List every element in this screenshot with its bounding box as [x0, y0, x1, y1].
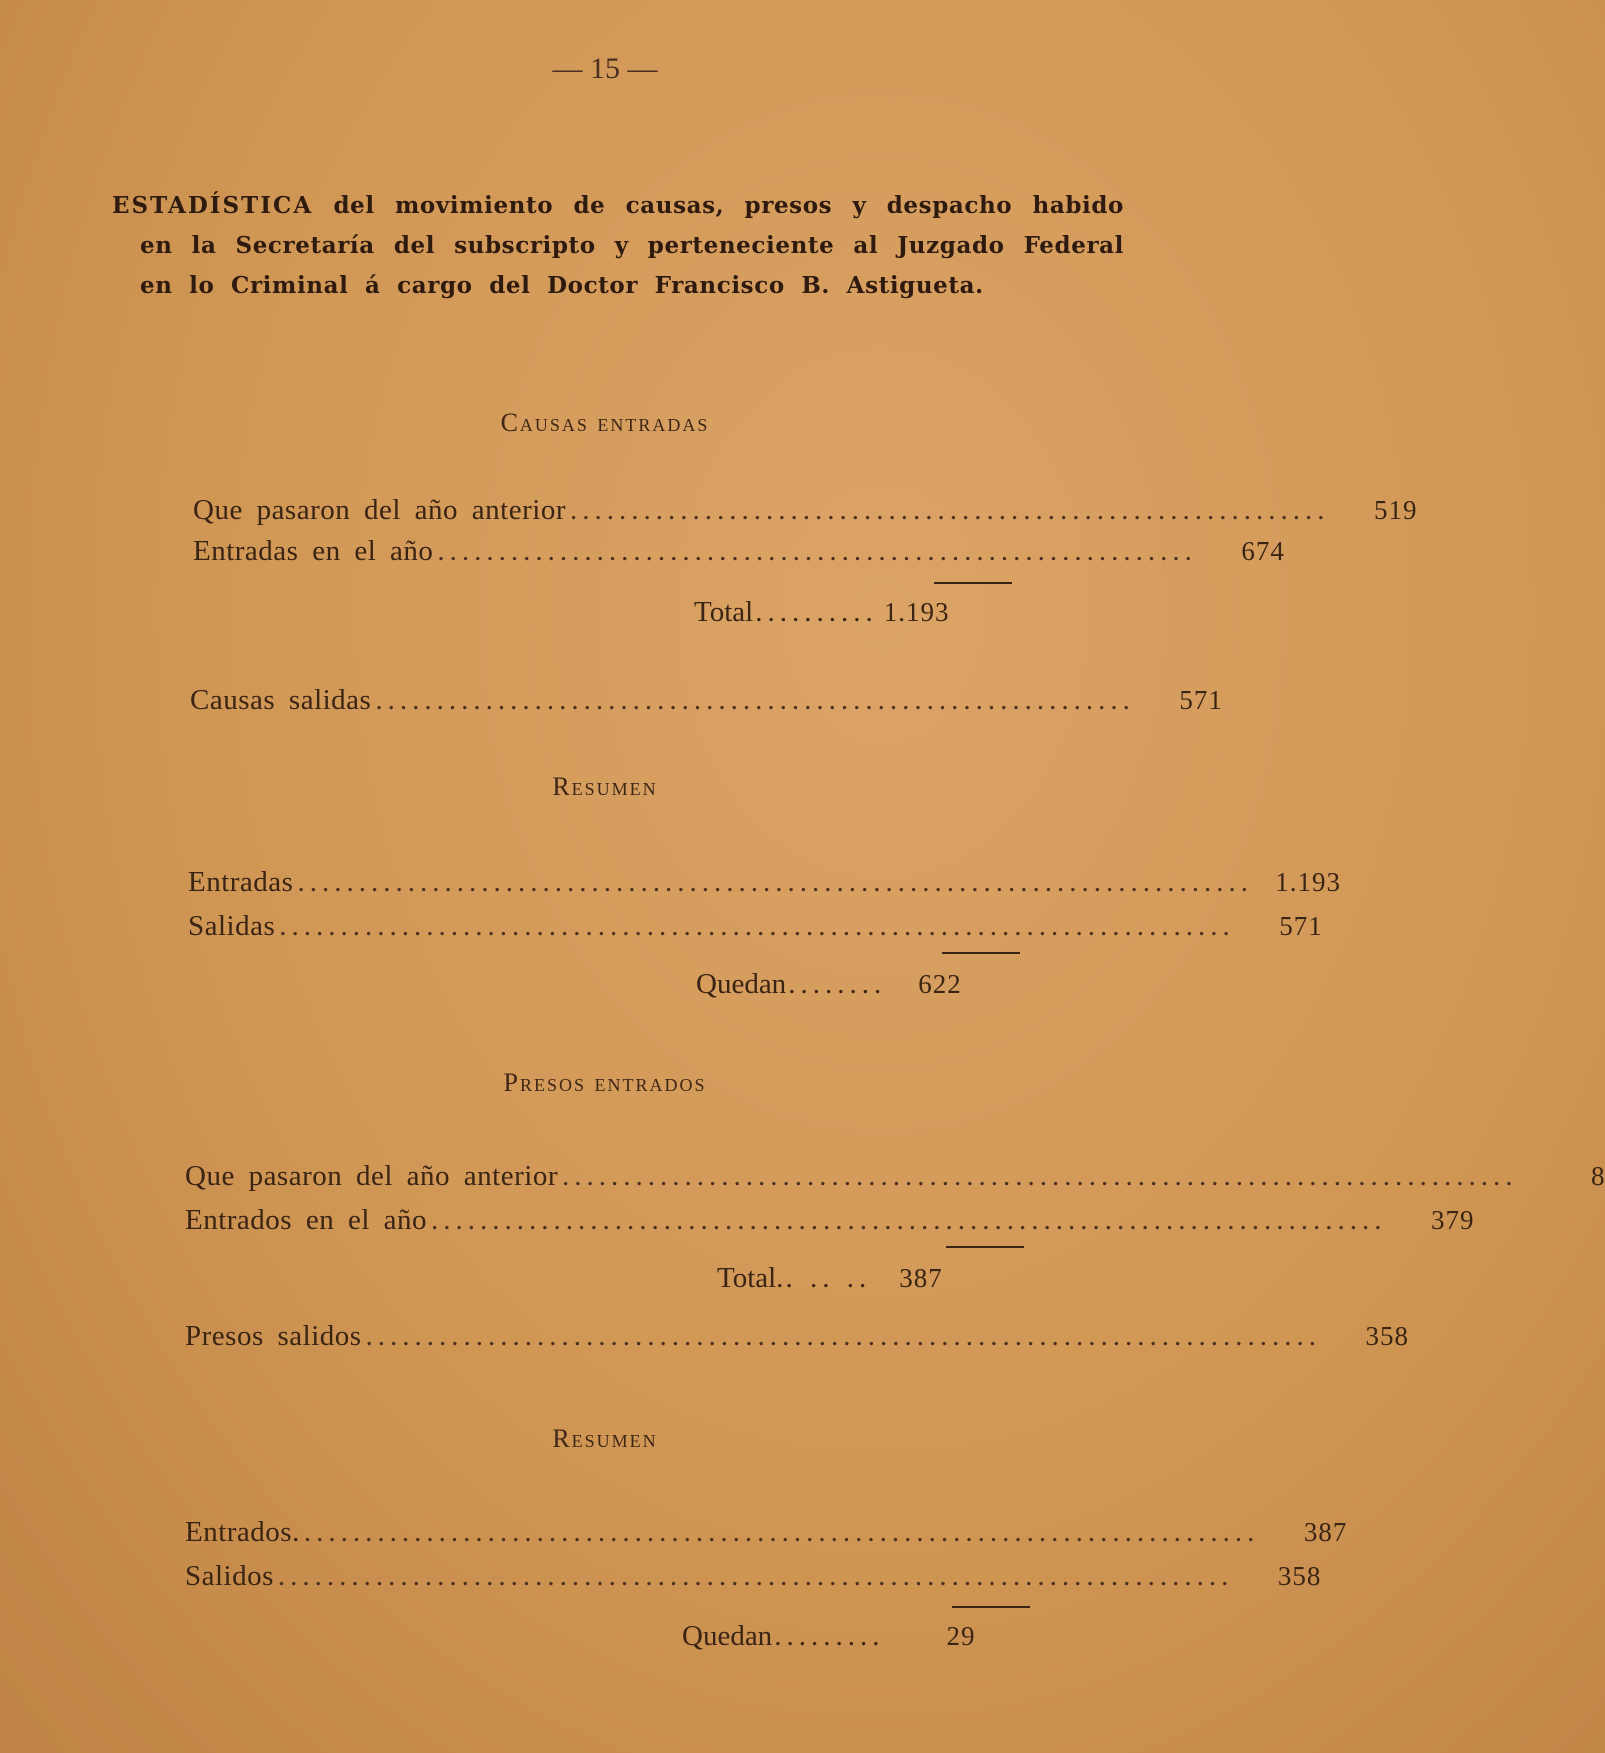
row-value: 379 [1431, 1205, 1475, 1235]
table-row [188, 866, 1341, 899]
row-value: 674 [1241, 536, 1285, 566]
table-row [185, 1560, 1322, 1593]
table-row [188, 910, 1323, 943]
row-label: Causas salidas [190, 684, 372, 716]
total-label: Total. [717, 1262, 784, 1294]
leader-dots: .......... [755, 596, 878, 628]
leader-dots: . .. .. [785, 1262, 872, 1294]
row-label: Salidas [188, 910, 276, 942]
row-value: 519 [1373, 495, 1418, 525]
row-label: Presos salidos [185, 1320, 362, 1352]
statistics-heading [112, 186, 1124, 306]
total-row [717, 1262, 943, 1295]
total-row [694, 596, 949, 629]
row-label: Entradas [188, 866, 294, 898]
leader-dots: ........ [788, 968, 887, 1000]
section-title-resumen-presos: Resumen [552, 1424, 658, 1453]
total-label: Total [694, 596, 754, 628]
row-value: 387 [1303, 1517, 1348, 1547]
section-title-causas-entradas: Causas entradas [500, 408, 710, 437]
row-value: 8 [1590, 1161, 1605, 1191]
table-row [185, 1160, 1605, 1193]
page-number: — 15 — [552, 52, 658, 85]
leader-dots: .............................................................................. [297, 866, 1253, 898]
sum-rule [942, 952, 1020, 954]
table-row [185, 1320, 1410, 1353]
table-row [185, 1204, 1475, 1237]
sum-rule [946, 1246, 1024, 1248]
table-row [193, 494, 1418, 527]
leader-dots: .............................................................. [375, 684, 1135, 716]
heading-lead: ESTADÍSTICA [112, 192, 314, 219]
leader-dots: .............................................................. [569, 494, 1330, 526]
row-label: Salidos [185, 1560, 274, 1592]
leader-dots: .............................................................................. [279, 910, 1235, 942]
section-title-resumen-causas: Resumen [552, 772, 658, 801]
heading-text: del movimiento de causas, presos y despacho habido en la Secretaría del subscripto y perteneciente al Juzgado Federal en lo Criminal á cargo del Doctor Francisco B. Astigueta. [140, 192, 1124, 299]
leader-dots: ......... [774, 1620, 885, 1652]
leader-dots: .............................................................................. [303, 1516, 1260, 1548]
table-row [190, 684, 1223, 717]
table-row [185, 1516, 1348, 1549]
table-row [193, 535, 1285, 568]
sum-rule [934, 582, 1012, 584]
section-title-presos-entrados: Presos entrados [503, 1068, 707, 1097]
leader-dots: .............................................................................. [431, 1204, 1387, 1236]
row-value: 1.193 [1275, 867, 1341, 897]
row-label: Que pasaron del año anterior [185, 1160, 558, 1192]
row-value: 358 [1365, 1321, 1410, 1351]
total-row [696, 968, 962, 1001]
row-value: 571 [1179, 685, 1223, 715]
total-label: Quedan [696, 968, 787, 1000]
total-value: 387 [899, 1263, 943, 1293]
row-value: 358 [1277, 1561, 1322, 1591]
leader-dots: .............................................................................. [561, 1160, 1518, 1192]
row-label: Entrados en el año [185, 1204, 428, 1236]
leader-dots: .............................................................................. [365, 1320, 1322, 1352]
row-label: Entrados. [185, 1516, 300, 1548]
sum-rule [952, 1606, 1030, 1608]
row-label: Entradas en el año [193, 535, 434, 567]
row-value: 571 [1279, 911, 1323, 941]
total-value: 622 [918, 969, 962, 999]
total-row [682, 1620, 975, 1653]
total-value: 1.193 [883, 597, 950, 627]
row-label: Que pasaron del año anterior [193, 494, 566, 526]
leader-dots: .............................................................................. [277, 1560, 1234, 1592]
leader-dots: .............................................................. [437, 535, 1197, 567]
total-label: Quedan [682, 1620, 773, 1652]
total-value: 29 [946, 1621, 976, 1651]
